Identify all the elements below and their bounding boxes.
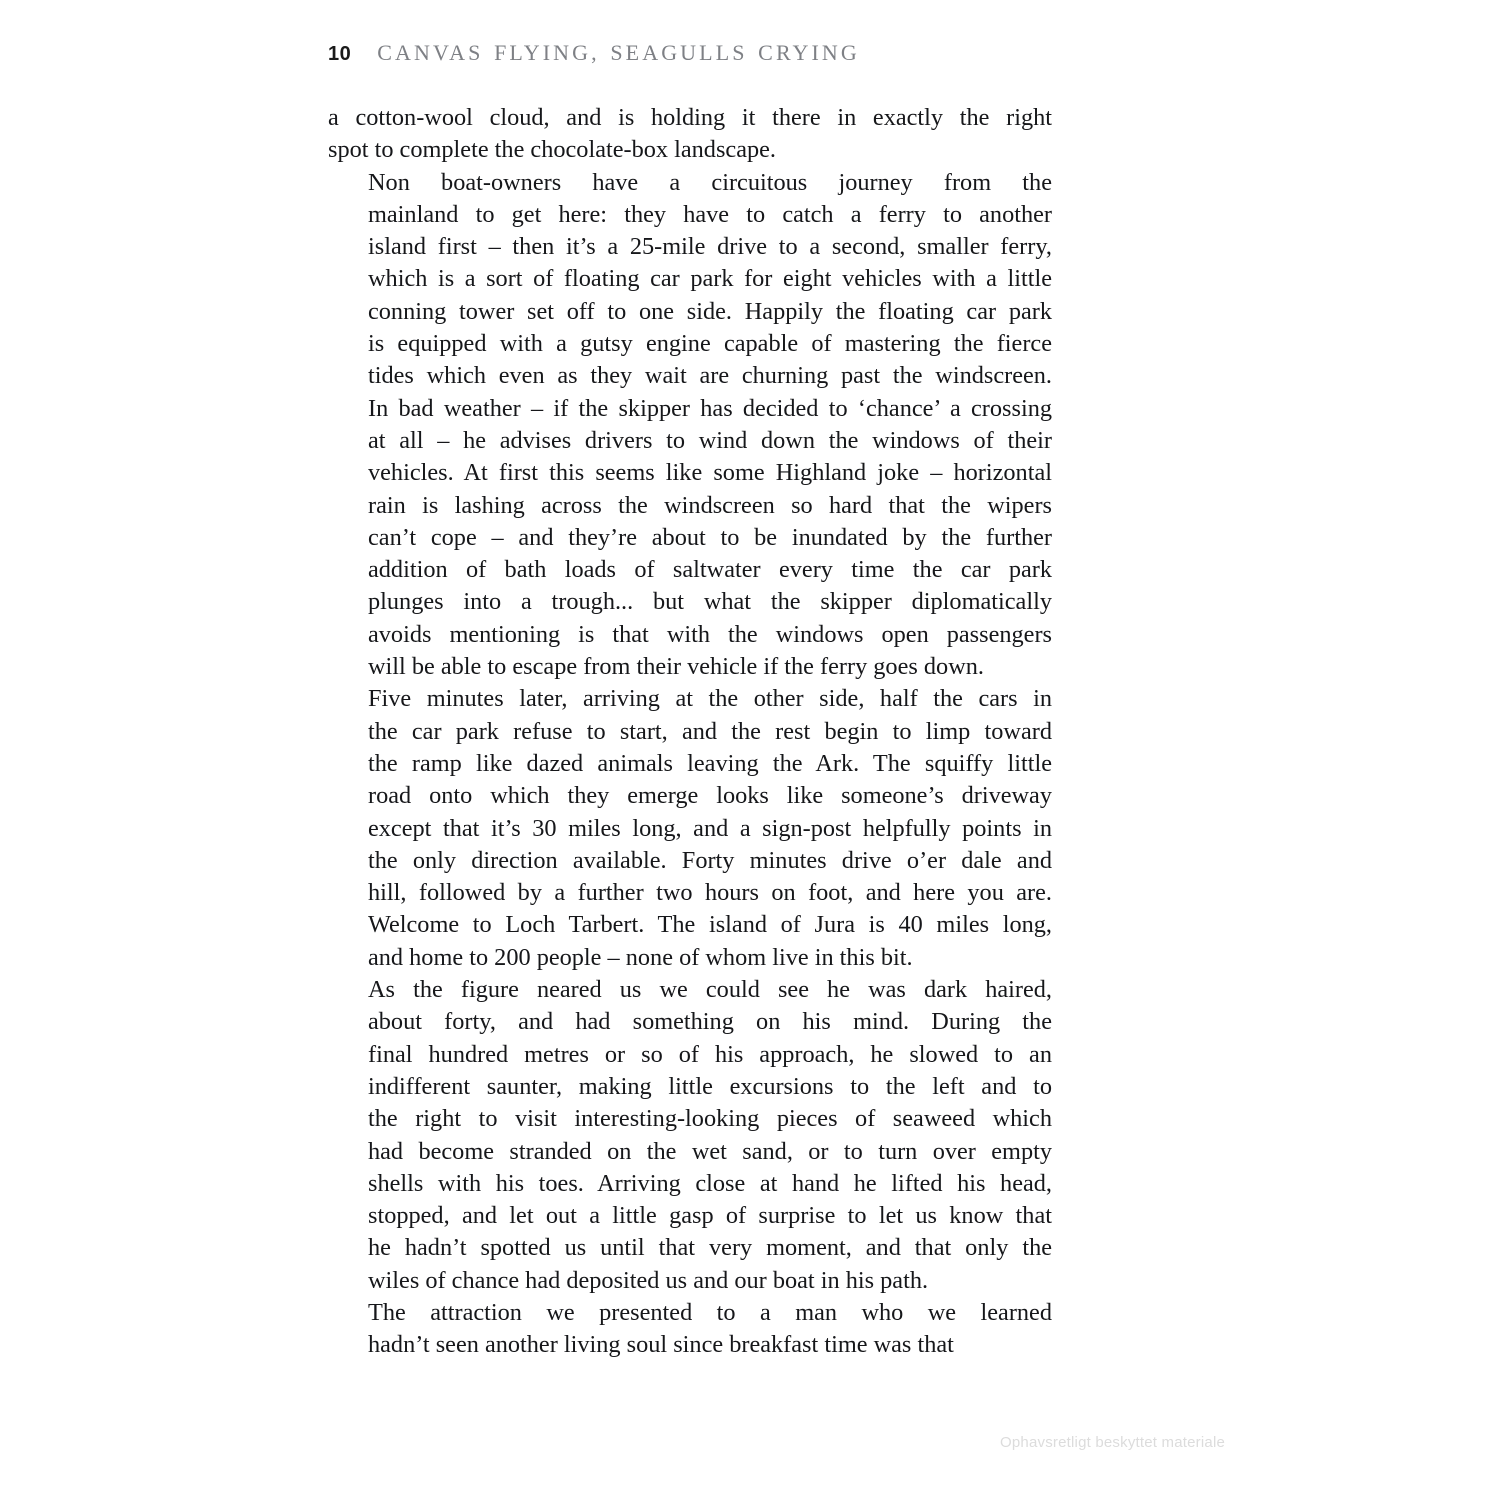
- text-line: the right to visit interesting-looking pieces of seaweed which: [368, 1105, 1052, 1133]
- text-line: avoids mentioning is that with the windows open passengers: [368, 620, 1052, 648]
- text-line: is equipped with a gutsy engine capable of mastering the fierce: [368, 330, 1052, 358]
- text-line: hill, followed by a further two hours on foot, and here you are.: [368, 879, 1052, 907]
- page-number: 10: [328, 43, 352, 65]
- text-line: addition of bath loads of saltwater every time the car park: [368, 556, 1052, 584]
- text-line: vehicles. At first this seems like some Highland joke – horizontal: [368, 459, 1052, 487]
- text-line: spot to complete the chocolate-box landscape.: [328, 136, 776, 164]
- text-line: except that it’s 30 miles long, and a sign-post helpfully points in: [368, 814, 1052, 842]
- text-line: rain is lashing across the windscreen so hard that the wipers: [368, 491, 1052, 519]
- text-line: can’t cope – and they’re about to be inundated by the further: [368, 523, 1052, 551]
- text-line: Five minutes later, arriving at the other side, half the cars in: [368, 685, 1052, 713]
- paragraph: [328, 167, 1052, 684]
- text-line: As the figure neared us we could see he was dark haired,: [368, 976, 1052, 1004]
- text-line: and home to 200 people – none of whom live in this bit.: [368, 943, 913, 971]
- text-line: road onto which they emerge looks like someone’s driveway: [368, 782, 1052, 810]
- text-line: Non boat-owners have a circuitous journey from the: [368, 168, 1052, 196]
- text-line: about forty, and had something on his mind. During the: [368, 1008, 1052, 1036]
- text-line: a cotton-wool cloud, and is holding it there in exactly the right: [328, 104, 1052, 131]
- paragraph: [328, 1297, 1052, 1362]
- text-line: wiles of chance had deposited us and our boat in his path.: [368, 1266, 929, 1294]
- text-line: will be able to escape from their vehicle if the ferry goes down.: [368, 653, 984, 681]
- text-line: the only direction available. Forty minutes drive o’er dale and: [368, 846, 1052, 874]
- text-line: mainland to get here: they have to catch a ferry to another: [368, 200, 1052, 228]
- running-head: [328, 40, 1052, 74]
- text-line: shells with his toes. Arriving close at hand he lifted his head,: [368, 1169, 1052, 1197]
- text-line: had become stranded on the wet sand, or to turn over empty: [368, 1137, 1052, 1165]
- text-line: the car park refuse to start, and the rest begin to limp toward: [368, 717, 1052, 745]
- body-text-column: [328, 102, 1052, 1362]
- copyright-watermark: Ophavsretligt beskyttet materiale: [1000, 1434, 1226, 1451]
- text-line: tides which even as they wait are churning past the windscreen.: [368, 362, 1052, 390]
- paragraph: [328, 102, 1052, 167]
- text-line: at all – he advises drivers to wind down the windows of their: [368, 426, 1052, 454]
- paragraph: [328, 974, 1052, 1297]
- text-line: indifferent saunter, making little excursions to the left and to: [368, 1072, 1052, 1100]
- text-line: final hundred metres or so of his approach, he slowed to an: [368, 1040, 1052, 1068]
- text-line: which is a sort of floating car park for eight vehicles with a little: [368, 265, 1052, 293]
- text-line: hadn’t seen another living soul since breakfast time was that: [368, 1331, 954, 1359]
- text-line: island first – then it’s a 25-mile drive to a second, smaller ferry,: [368, 233, 1052, 261]
- text-line: plunges into a trough... but what the skipper diplomatically: [368, 588, 1052, 616]
- text-line: The attraction we presented to a man who we learned: [368, 1298, 1052, 1326]
- text-line: the ramp like dazed animals leaving the Ark. The squiffy little: [368, 749, 1052, 777]
- paragraph: [328, 683, 1052, 974]
- text-line: stopped, and let out a little gasp of surprise to let us know that: [368, 1202, 1052, 1230]
- running-title: CANVAS FLYING, SEAGULLS CRYING: [377, 40, 860, 65]
- text-line: Welcome to Loch Tarbert. The island of Jura is 40 miles long,: [368, 911, 1052, 939]
- text-line: In bad weather – if the skipper has decided to ‘chance’ a crossing: [368, 394, 1052, 422]
- text-line: conning tower set off to one side. Happily the floating car park: [368, 297, 1052, 325]
- text-line: he hadn’t spotted us until that very moment, and that only the: [368, 1234, 1052, 1262]
